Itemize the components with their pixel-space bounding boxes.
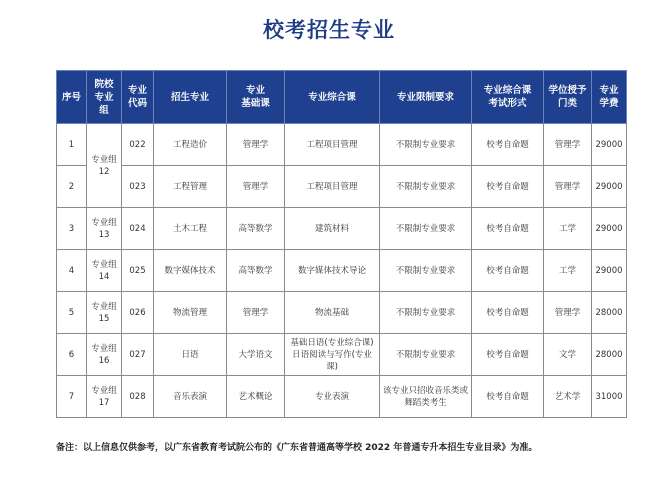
cell-limit: 不限制专业要求 bbox=[380, 208, 472, 250]
header-exam: 专业综合课 考试形式 bbox=[472, 71, 544, 124]
cell-group: 专业组16 bbox=[87, 334, 122, 376]
cell-group: 专业组15 bbox=[87, 292, 122, 334]
cell-no: 2 bbox=[57, 166, 87, 208]
header-no: 序号 bbox=[57, 71, 87, 124]
cell-no: 6 bbox=[57, 334, 87, 376]
cell-no: 3 bbox=[57, 208, 87, 250]
header-basic: 专业 基础课 bbox=[227, 71, 285, 124]
cell-code: 027 bbox=[122, 334, 154, 376]
table-row bbox=[57, 292, 627, 334]
table-row bbox=[57, 376, 627, 418]
cell-no: 4 bbox=[57, 250, 87, 292]
cell-basic: 管理学 bbox=[227, 166, 285, 208]
cell-major: 土木工程 bbox=[154, 208, 227, 250]
cell-exam: 校考自命题 bbox=[472, 208, 544, 250]
cell-no: 5 bbox=[57, 292, 87, 334]
cell-comp: 物流基础 bbox=[285, 292, 380, 334]
cell-fee: 28000 bbox=[592, 292, 627, 334]
cell-degree: 管理学 bbox=[544, 166, 592, 208]
cell-comp: 基础日语(专业综合课)日语阅读与写作(专业课) bbox=[285, 334, 380, 376]
cell-group: 专业组17 bbox=[87, 376, 122, 418]
header-major: 招生专业 bbox=[154, 71, 227, 124]
cell-code: 024 bbox=[122, 208, 154, 250]
cell-exam: 校考自命题 bbox=[472, 250, 544, 292]
cell-no: 7 bbox=[57, 376, 87, 418]
cell-group: 专业组12 bbox=[87, 124, 122, 208]
footnote: 备注：以上信息仅供参考，以广东省教育考试院公布的《广东省普通高等学校 2022 年普通专升本招生专业目录》为准。 bbox=[56, 443, 538, 453]
cell-degree: 文学 bbox=[544, 334, 592, 376]
cell-basic: 大学语文 bbox=[227, 334, 285, 376]
cell-major: 物流管理 bbox=[154, 292, 227, 334]
cell-major: 数字媒体技术 bbox=[154, 250, 227, 292]
cell-basic: 高等数学 bbox=[227, 250, 285, 292]
cell-fee: 29000 bbox=[592, 208, 627, 250]
page-title: 校考招生专业 bbox=[263, 18, 395, 42]
cell-major: 音乐表演 bbox=[154, 376, 227, 418]
cell-limit: 不限制专业要求 bbox=[380, 166, 472, 208]
cell-no: 1 bbox=[57, 124, 87, 166]
cell-major: 工程管理 bbox=[154, 166, 227, 208]
cell-comp: 工程项目管理 bbox=[285, 124, 380, 166]
header-limit: 专业限制要求 bbox=[380, 71, 472, 124]
cell-group: 专业组14 bbox=[87, 250, 122, 292]
cell-limit: 不限制专业要求 bbox=[380, 292, 472, 334]
cell-group: 专业组13 bbox=[87, 208, 122, 250]
cell-code: 025 bbox=[122, 250, 154, 292]
cell-fee: 29000 bbox=[592, 124, 627, 166]
header-degree: 学位授予 门类 bbox=[544, 71, 592, 124]
cell-basic: 管理学 bbox=[227, 124, 285, 166]
header-row bbox=[57, 71, 627, 124]
cell-exam: 校考自命题 bbox=[472, 166, 544, 208]
cell-basic: 管理学 bbox=[227, 292, 285, 334]
cell-fee: 29000 bbox=[592, 166, 627, 208]
cell-comp: 数字媒体技术导论 bbox=[285, 250, 380, 292]
cell-degree: 管理学 bbox=[544, 124, 592, 166]
cell-degree: 工学 bbox=[544, 250, 592, 292]
cell-limit: 不限制专业要求 bbox=[380, 334, 472, 376]
cell-degree: 工学 bbox=[544, 208, 592, 250]
table-row bbox=[57, 166, 627, 208]
cell-fee: 29000 bbox=[592, 250, 627, 292]
cell-exam: 校考自命题 bbox=[472, 376, 544, 418]
cell-fee: 28000 bbox=[592, 334, 627, 376]
cell-major: 工程造价 bbox=[154, 124, 227, 166]
majors-table bbox=[56, 70, 627, 418]
cell-limit: 该专业只招收音乐类或舞蹈类考生 bbox=[380, 376, 472, 418]
cell-exam: 校考自命题 bbox=[472, 292, 544, 334]
cell-fee: 31000 bbox=[592, 376, 627, 418]
table-row bbox=[57, 124, 627, 166]
cell-code: 028 bbox=[122, 376, 154, 418]
header-code: 专业 代码 bbox=[122, 71, 154, 124]
cell-code: 022 bbox=[122, 124, 154, 166]
cell-exam: 校考自命题 bbox=[472, 334, 544, 376]
header-fee: 专业 学费 bbox=[592, 71, 627, 124]
cell-degree: 艺术学 bbox=[544, 376, 592, 418]
cell-comp: 专业表演 bbox=[285, 376, 380, 418]
cell-exam: 校考自命题 bbox=[472, 124, 544, 166]
cell-limit: 不限制专业要求 bbox=[380, 250, 472, 292]
cell-code: 023 bbox=[122, 166, 154, 208]
cell-major: 日语 bbox=[154, 334, 227, 376]
cell-basic: 艺术概论 bbox=[227, 376, 285, 418]
cell-degree: 管理学 bbox=[544, 292, 592, 334]
table-row bbox=[57, 208, 627, 250]
cell-limit: 不限制专业要求 bbox=[380, 124, 472, 166]
cell-code: 026 bbox=[122, 292, 154, 334]
header-group: 院校 专业 组 bbox=[87, 71, 122, 124]
table-row bbox=[57, 334, 627, 376]
cell-comp: 建筑材料 bbox=[285, 208, 380, 250]
header-comp: 专业综合课 bbox=[285, 71, 380, 124]
cell-basic: 高等数学 bbox=[227, 208, 285, 250]
cell-comp: 工程项目管理 bbox=[285, 166, 380, 208]
table-row bbox=[57, 250, 627, 292]
